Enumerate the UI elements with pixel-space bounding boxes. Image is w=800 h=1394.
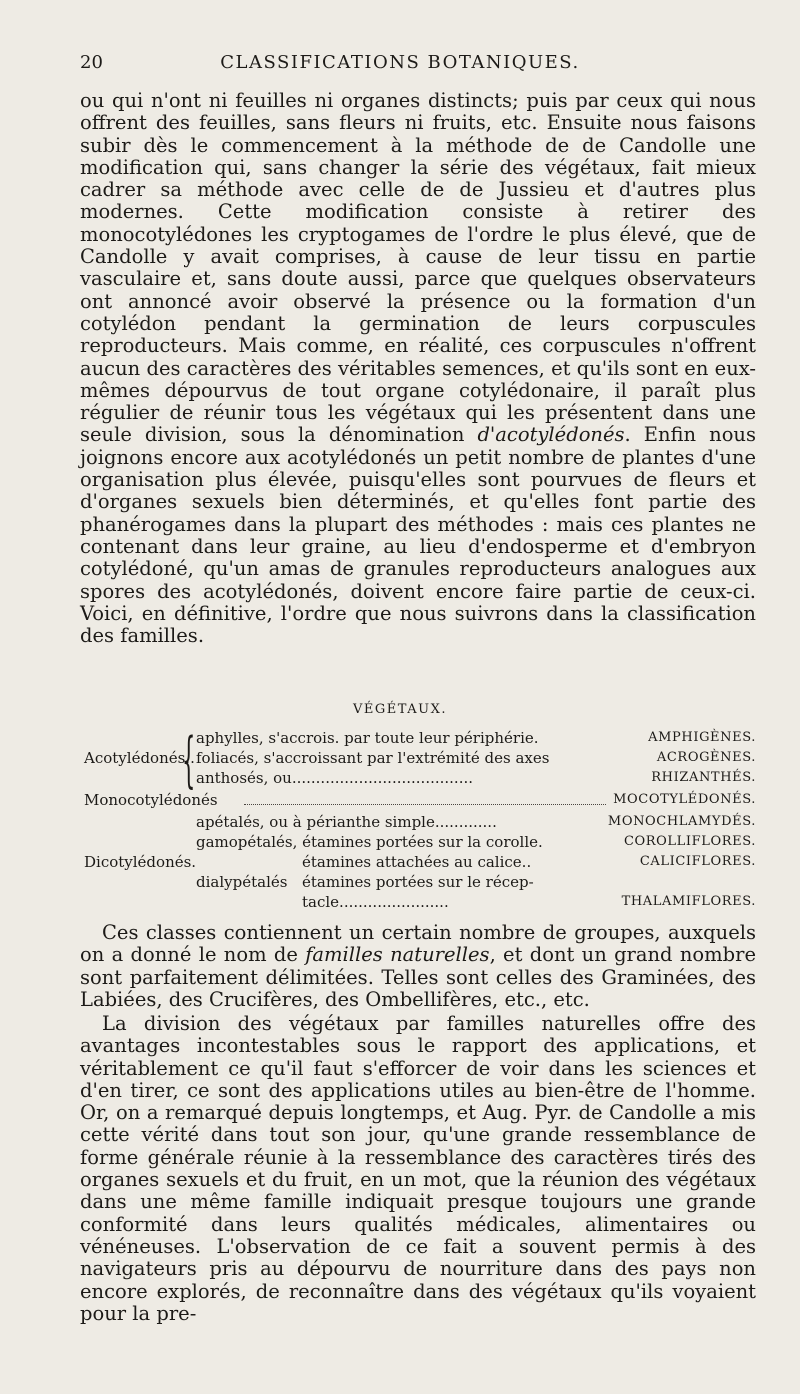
paragraph-1 bbox=[80, 90, 756, 647]
dicotyledones-row-5 bbox=[84, 892, 756, 912]
classification-title: VÉGÉTAUX. bbox=[353, 702, 447, 717]
classification-group: RHIZANTHÉS. bbox=[651, 770, 756, 785]
acotyledones-row-2 bbox=[84, 748, 756, 768]
acotyledones-row-3 bbox=[84, 768, 756, 788]
monocotyledones-label: Monocotylédonés bbox=[84, 791, 218, 809]
classification-group: ACROGÈNES. bbox=[656, 750, 756, 765]
dicotyledones-row-3 bbox=[84, 852, 756, 872]
paragraph-2-text-b: , et dont un grand nombre sont parfaitement délimitées. Telles sont celles des Graminées, des Labiées, des Crucifères, des Ombellifères, etc., etc. bbox=[80, 943, 756, 1011]
classification-desc: étamines attachées au calice.. bbox=[302, 853, 532, 871]
classification-desc: foliacés, s'accroissant par l'extrémité des axes bbox=[196, 749, 550, 767]
classification-desc: tacle....................... bbox=[302, 893, 449, 911]
classification-group: COROLLIFLORES. bbox=[623, 834, 756, 849]
page-header bbox=[80, 52, 720, 78]
classification-table bbox=[84, 725, 756, 914]
paragraph-2-italic-term: familles naturelles bbox=[305, 943, 490, 967]
dicotyledones-row-4 bbox=[84, 872, 756, 892]
classification-group: THALAMIFLORES. bbox=[621, 894, 756, 909]
classification-desc: étamines portées sur le récep- bbox=[302, 873, 534, 891]
classification-desc: gamopétalés, étamines portées sur la corolle. bbox=[196, 833, 543, 851]
leader-dots bbox=[244, 790, 606, 805]
dicotyledones-row-1 bbox=[84, 812, 756, 832]
running-title: CLASSIFICATIONS BOTANIQUES. bbox=[220, 52, 580, 73]
classification-group: CALICIFLORES. bbox=[639, 854, 756, 869]
paragraph-2 bbox=[80, 922, 756, 1011]
classification-desc: apétalés, ou à périanthe simple............. bbox=[196, 813, 497, 831]
paragraph-1-text-b: . Enfin nous joignons encore aux acotylédonés un petit nombre de plantes d'une organisation plus élevée, puisqu'elles sont pourvues de fleurs et d'organes sexuels bien déterminés, et qu'elles font partie des phanérogames dans la plupart des méthodes : mais ces plantes ne contenant dans leur graine, au lieu d'endosperme et d'embryon cotylédoné, qu'un amas de granules reproducteurs analogues aux spores des acotylédonés, doivent encore faire partie de ceux-ci. Voici, en définitive, l'ordre que nous suivrons dans la classification des familles. bbox=[80, 423, 756, 648]
paragraph-3: La division des végétaux par familles naturelles offre des avantages incontestables sous le rapport des applications, et véritablement ce qu'il faut s'efforcer de voir dans les sciences et d'en tirer, ce sont des applications utiles au bien-être de l'homme. Or, on a remarqué depuis longtemps, et Aug. Pyr. de Candolle a mis cette vérité dans tout son jour, qu'une grande ressemblance de forme générale réunie à la ressemblance des caractères tirés des organes sexuels et du fruit, en un mot, que la réunion des végétaux dans une même famille indiquait presque toujours une grande conformité dans leurs qualités médicales, alimentaires ou vénéneuses. L'observation de ce fait a souvent permis à des navigateurs pris au dépourvu de nourriture dans des pays non encore explorés, de reconnaître dans des végétaux qu'ils voyaient pour la pre- bbox=[80, 1012, 756, 1325]
classification-group: MONOCHLAMYDÉS. bbox=[607, 814, 756, 829]
classification-group: MOCOTYLÉDONÉS. bbox=[613, 792, 756, 807]
paragraph-1-text-a: ou qui n'ont ni feuilles ni organes distincts; puis par ceux qui nous offrent des feuilles, sans fleurs ni fruits, etc. Ensuite nous faisons subir dès le commencement à la méthode de de Candolle une modification qui, sans changer la série des végétaux, fait mieux cadrer sa méthode avec celle de de Jussieu et d'autres plus modernes. Cette modification consiste à retirer des monocotylédones les cryptogames de l'ordre le plus élevé, que de Candolle y avait comprises, à cause de leur tissu en partie vasculaire et, sans doute aussi, parce que quelques observateurs ont annoncé avoir observé la présence ou la formation d'un cotylédon pendant la germination de leurs corpuscules reproducteurs. Mais comme, en réalité, ces corpuscules n'offrent aucun des caractères des véritables semences, et qu'ils sont en eux-mêmes dépourvus de tout organe cotylédonaire, il paraît plus régulier de réunir tous les végétaux qui les présentent dans une seule division, sous la dénomination bbox=[80, 89, 756, 447]
dialypetales-label: dialypétalés bbox=[196, 873, 288, 891]
acotyledones-label: Acotylédonés.. bbox=[84, 749, 195, 767]
paragraph-1-italic-term: d'acotylédonés bbox=[477, 423, 625, 447]
acotyledones-brace: { bbox=[182, 725, 196, 795]
page-number: 20 bbox=[80, 52, 103, 73]
classification-group: AMPHIGÈNES. bbox=[648, 730, 756, 745]
dicotyledones-row-2 bbox=[84, 832, 756, 852]
paragraph-2-text-a: Ces classes contiennent un certain nombre de groupes, auxquels on a donné le nom de bbox=[80, 921, 756, 967]
monocotyledones-row bbox=[84, 790, 756, 810]
classification-desc: aphylles, s'accrois. par toute leur périphérie. bbox=[196, 729, 539, 747]
dicotyledones-label: Dicotylédonés. bbox=[84, 853, 197, 871]
classification-desc: anthosés, ou...................................... bbox=[196, 769, 474, 787]
